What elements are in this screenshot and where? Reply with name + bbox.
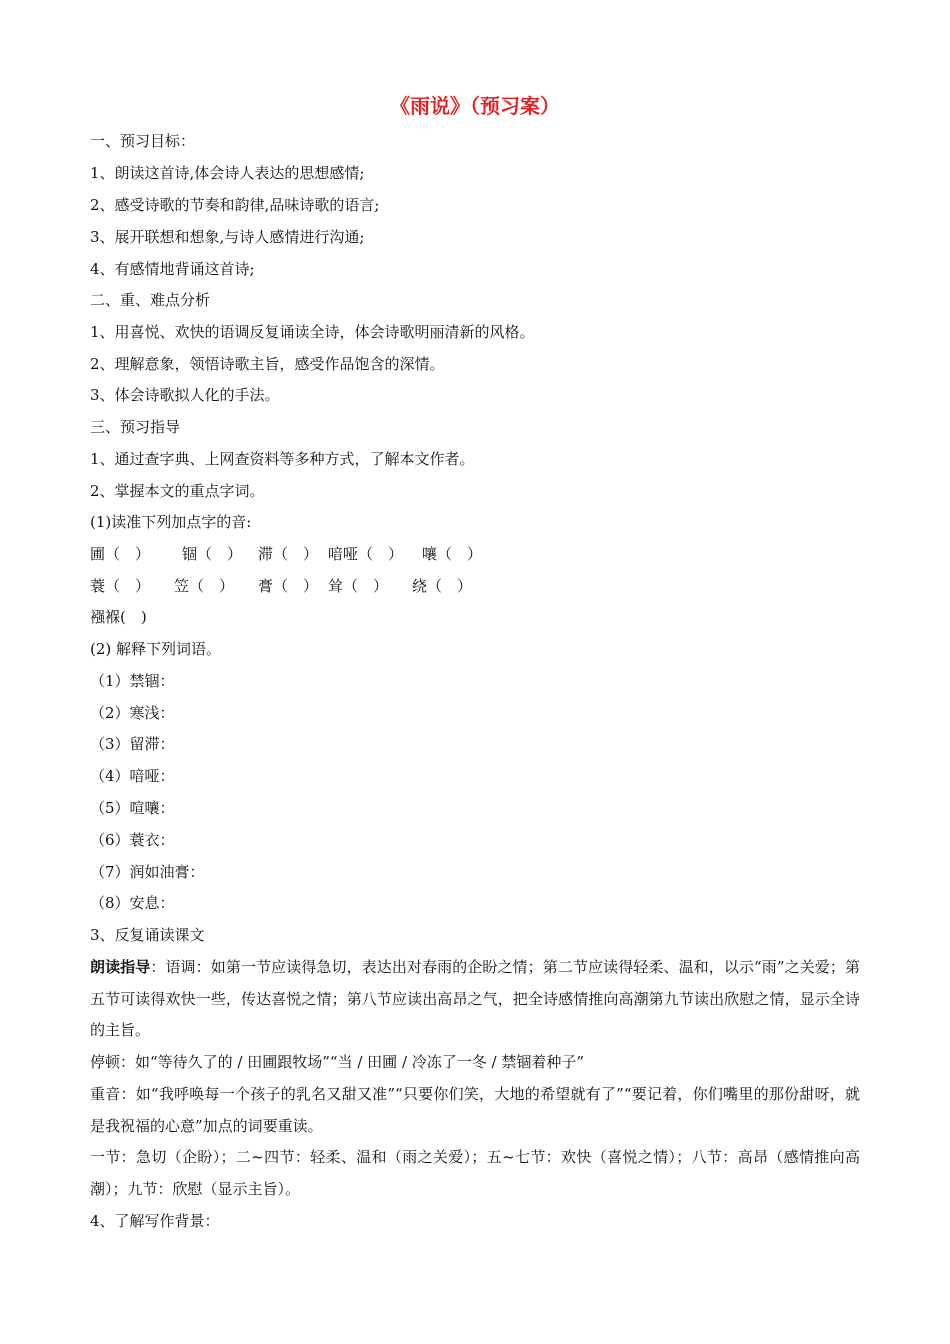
pronunciation-item: 蓑（ ） (90, 577, 151, 595)
goal-item: 3、展开联想和想象,与诗人感情进行沟通; (90, 228, 365, 246)
pronunciation-item: 绕（ ） (412, 577, 473, 595)
key-point-item: 3、体会诗歌拟人化的手法。 (90, 386, 280, 404)
word-item: （6）蓑衣： (90, 831, 175, 849)
goals-heading: 一、预习目标： (90, 132, 196, 150)
pronunciation-heading: (1)读准下列加点字的音: (90, 513, 252, 531)
pronunciation-row-3: 襁褓( ) (90, 608, 147, 626)
key-points-heading: 二、重、难点分析 (90, 291, 211, 309)
word-item: （7）润如油膏： (90, 863, 205, 881)
reading-guide-paragraph (90, 952, 860, 1047)
pronunciation-item: 嚷（ ） (422, 545, 483, 563)
word-item: （4）喑哑： (90, 767, 175, 785)
word-item: （1）禁锢： (90, 672, 175, 690)
guide-item-1: 1、通过查字典、上网查资料等多种方式，了解本文作者。 (90, 450, 475, 468)
reading-guide-text: ：语调：如第一节应读得急切，表达出对春雨的企盼之情；第二节应读得轻柔、温和，以示“雨”之关爱；第五节可读得欢快一些，传达喜悦之情；第八节应读出高昂之气，把全诗感情推向高潮第九节读出欣慰之情，显示全诗的主旨。 (90, 958, 860, 1040)
pronunciation-item: 锢（ ） (182, 545, 243, 563)
goal-item: 4、有感情地背诵这首诗; (90, 260, 255, 278)
document-title: 《雨说》（预习案） (390, 94, 560, 118)
pronunciation-item: 滞（ ） (258, 545, 319, 563)
pronunciation-item: 喑哑（ ） (328, 545, 404, 563)
word-item: （3）留滞： (90, 735, 175, 753)
key-point-item: 2、理解意象，领悟诗歌主旨，感受作品饱含的深情。 (90, 355, 445, 373)
stress-paragraph: 重音：如“我呼唤每一个孩子的乳名又甜又准”“只要你们笑，大地的希望就有了”“要记着，你们嘴里的那份甜呀，就是我祝福的心意”加点的词要重读。 (90, 1085, 860, 1135)
goal-item: 2、感受诗歌的节奏和韵律,品味诗歌的语言; (90, 196, 380, 214)
goal-item: 1、朗读这首诗,体会诗人表达的思想感情; (90, 164, 365, 182)
pronunciation-row-1 (90, 544, 482, 564)
guide-heading: 三、预习指导 (90, 418, 181, 436)
key-point-item: 1、用喜悦、欢快的语调反复诵读全诗，体会诗歌明丽清新的风格。 (90, 323, 535, 341)
pronunciation-item: 膏（ ） (258, 577, 319, 595)
pronunciation-item: 耸（ ） (328, 577, 389, 595)
guide-item-3: 3、反复诵读课文 (90, 926, 205, 944)
guide-item-2: 2、掌握本文的重点字词。 (90, 482, 265, 500)
pronunciation-item: 笠（ ） (174, 577, 235, 595)
word-item: （2）寒浅： (90, 704, 175, 722)
pronunciation-row-2 (90, 576, 472, 596)
pronunciation-item: 圃（ ） (90, 545, 151, 563)
explain-heading: (2) 解释下列词语。 (90, 640, 222, 658)
word-item: （8）安息： (90, 894, 175, 912)
reading-guide-label: 朗读指导 (90, 958, 151, 976)
word-item: （5）喧嚷： (90, 799, 175, 817)
pause-paragraph: 停顿：如“等待久了的 / 田圃跟牧场”“当 / 田圃 / 冷冻了一冬 / 禁锢着种子” (90, 1053, 585, 1071)
summary-paragraph: 一节：急切（企盼）；二~四节：轻柔、温和（雨之关爱）；五~七节：欢快（喜悦之情）；八节：高昂（感情推向高潮）；九节：欣慰（显示主旨）。 (90, 1148, 860, 1198)
guide-item-4: 4、了解写作背景： (90, 1212, 220, 1230)
